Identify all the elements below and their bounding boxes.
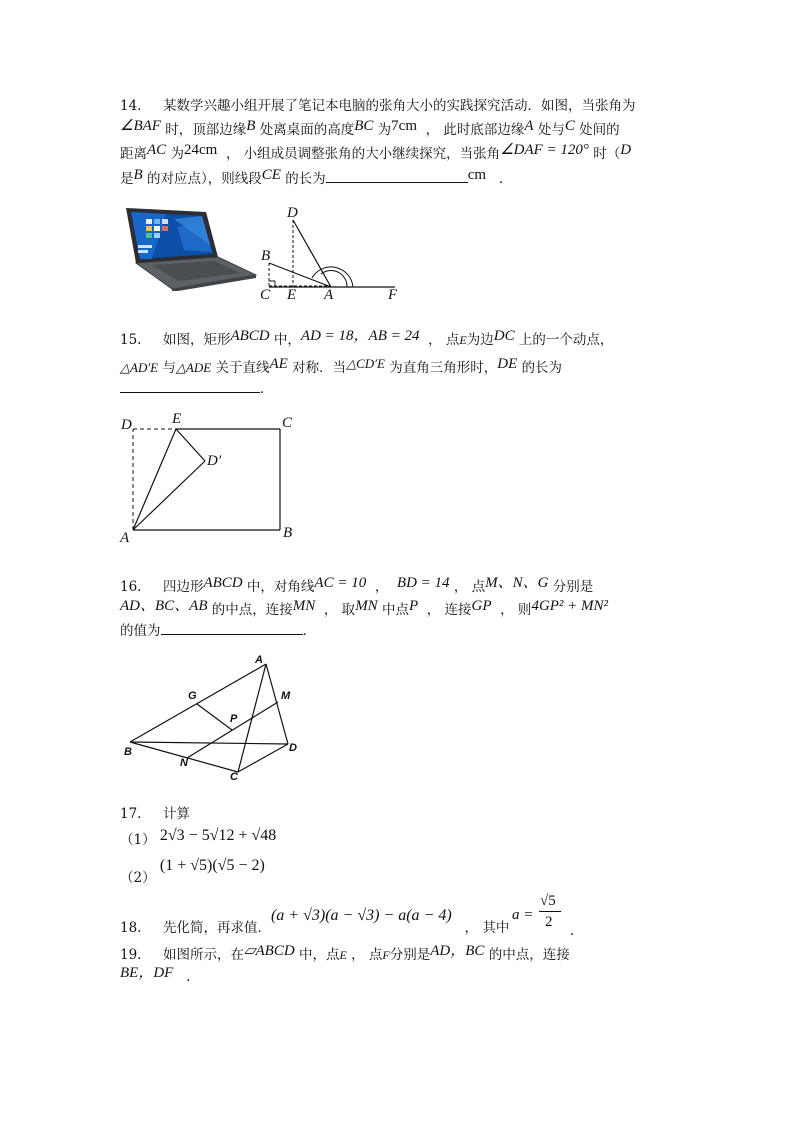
label-c: C (230, 771, 238, 783)
segment-gp (197, 704, 232, 730)
q14-answer-blank[interactable] (326, 168, 468, 183)
label-c: C (260, 287, 271, 303)
label-m: M (281, 690, 291, 702)
q15-answer-blank[interactable] (120, 378, 260, 393)
label-a: A (255, 654, 263, 666)
label-g: G (188, 690, 197, 702)
label-d: D (121, 417, 132, 433)
q16-diagram (120, 650, 320, 790)
q16-line-1: 16. 四边形ABCD 中，对角线AC = 10 ， BD = 14 ， 点M、N、G 分别是 (120, 575, 594, 595)
label-d-prime: D′ (207, 453, 222, 469)
label-d: D (289, 742, 297, 754)
segment-ab (130, 664, 266, 742)
label-c: C (282, 415, 293, 431)
q16-line-2: AD、BC、AB 的中点，连接MN ， 取MN 中点P ， 连接GP ， 则4GP² + MN² (120, 598, 609, 618)
q16-answer-blank[interactable] (161, 620, 303, 635)
segment-da (293, 220, 331, 287)
label-e: E (287, 287, 297, 303)
q19-line-1: 19. 如图所示，在▱ABCD 中，点E ， 点F分别是AD，BC 的中点，连接 (120, 943, 570, 963)
q14-line-4: 是B 的对应点），则线段CE 的长为 cm ． (120, 167, 513, 187)
q14-line-3: 距离AC 为24cm ， 小组成员调整张角的大小继续探究，当张角∠DAF = 120° 时（D (120, 142, 632, 162)
segment-ad-prime (133, 461, 205, 530)
label-a: A (120, 530, 130, 546)
label-f: F (388, 287, 398, 303)
segment-mn (187, 702, 278, 758)
q14-line-2: ∠BAF 时，顶部边缘B 处离桌面的高度BC 为7cm ， 此时底部边缘A 处与C 处间的 (120, 118, 620, 138)
q17-title: 17. 计算 (120, 806, 190, 822)
label-d: D (287, 205, 298, 221)
diagonal-bd (130, 742, 288, 744)
segment-ed-prime (176, 429, 205, 461)
label-a: A (324, 287, 334, 303)
q19-line-2: BE，DF ． (120, 965, 200, 985)
laptop-image (122, 205, 262, 291)
q17-part-1: （1） 2√3 − 5√12 + √48 (120, 827, 277, 848)
label-n: N (180, 757, 188, 769)
q15-line-3: ． (120, 378, 274, 399)
segment-ba (269, 263, 331, 287)
q17-part-2: （2） (1 + √5)(√5 − 2) (120, 857, 265, 886)
q18-condition: a = √5 2 ． (512, 893, 584, 939)
segment-ae (133, 429, 176, 530)
q15-line-1: 15. 如图，矩形ABCD 中，AD = 18，AB = 24 ， 点E为边DC 上的一个动点， (120, 328, 614, 348)
label-b: B (124, 746, 132, 758)
segment-dc (238, 744, 288, 772)
q14-line-1: 14. 某数学兴趣小组开展了笔记本电脑的张角大小的实践探究活动．如图，当张角为 (120, 98, 636, 114)
q15-diagram (120, 415, 300, 545)
segment-ad (266, 664, 291, 744)
label-b: B (261, 248, 271, 264)
q15-line-2: △AD′E 与△ADE 关于直线AE 对称．当△CD′E 为直角三角形时，DE 的长为 (120, 356, 563, 376)
label-p: P (230, 713, 238, 725)
q18-line: 18. 先化简，再求值．(a + √3)(a − √3) − a(a − 4) ， 其中 (120, 907, 510, 936)
label-e: E (172, 411, 182, 427)
label-b: B (283, 525, 293, 541)
q16-line-3: 的值为 ． (120, 620, 316, 641)
